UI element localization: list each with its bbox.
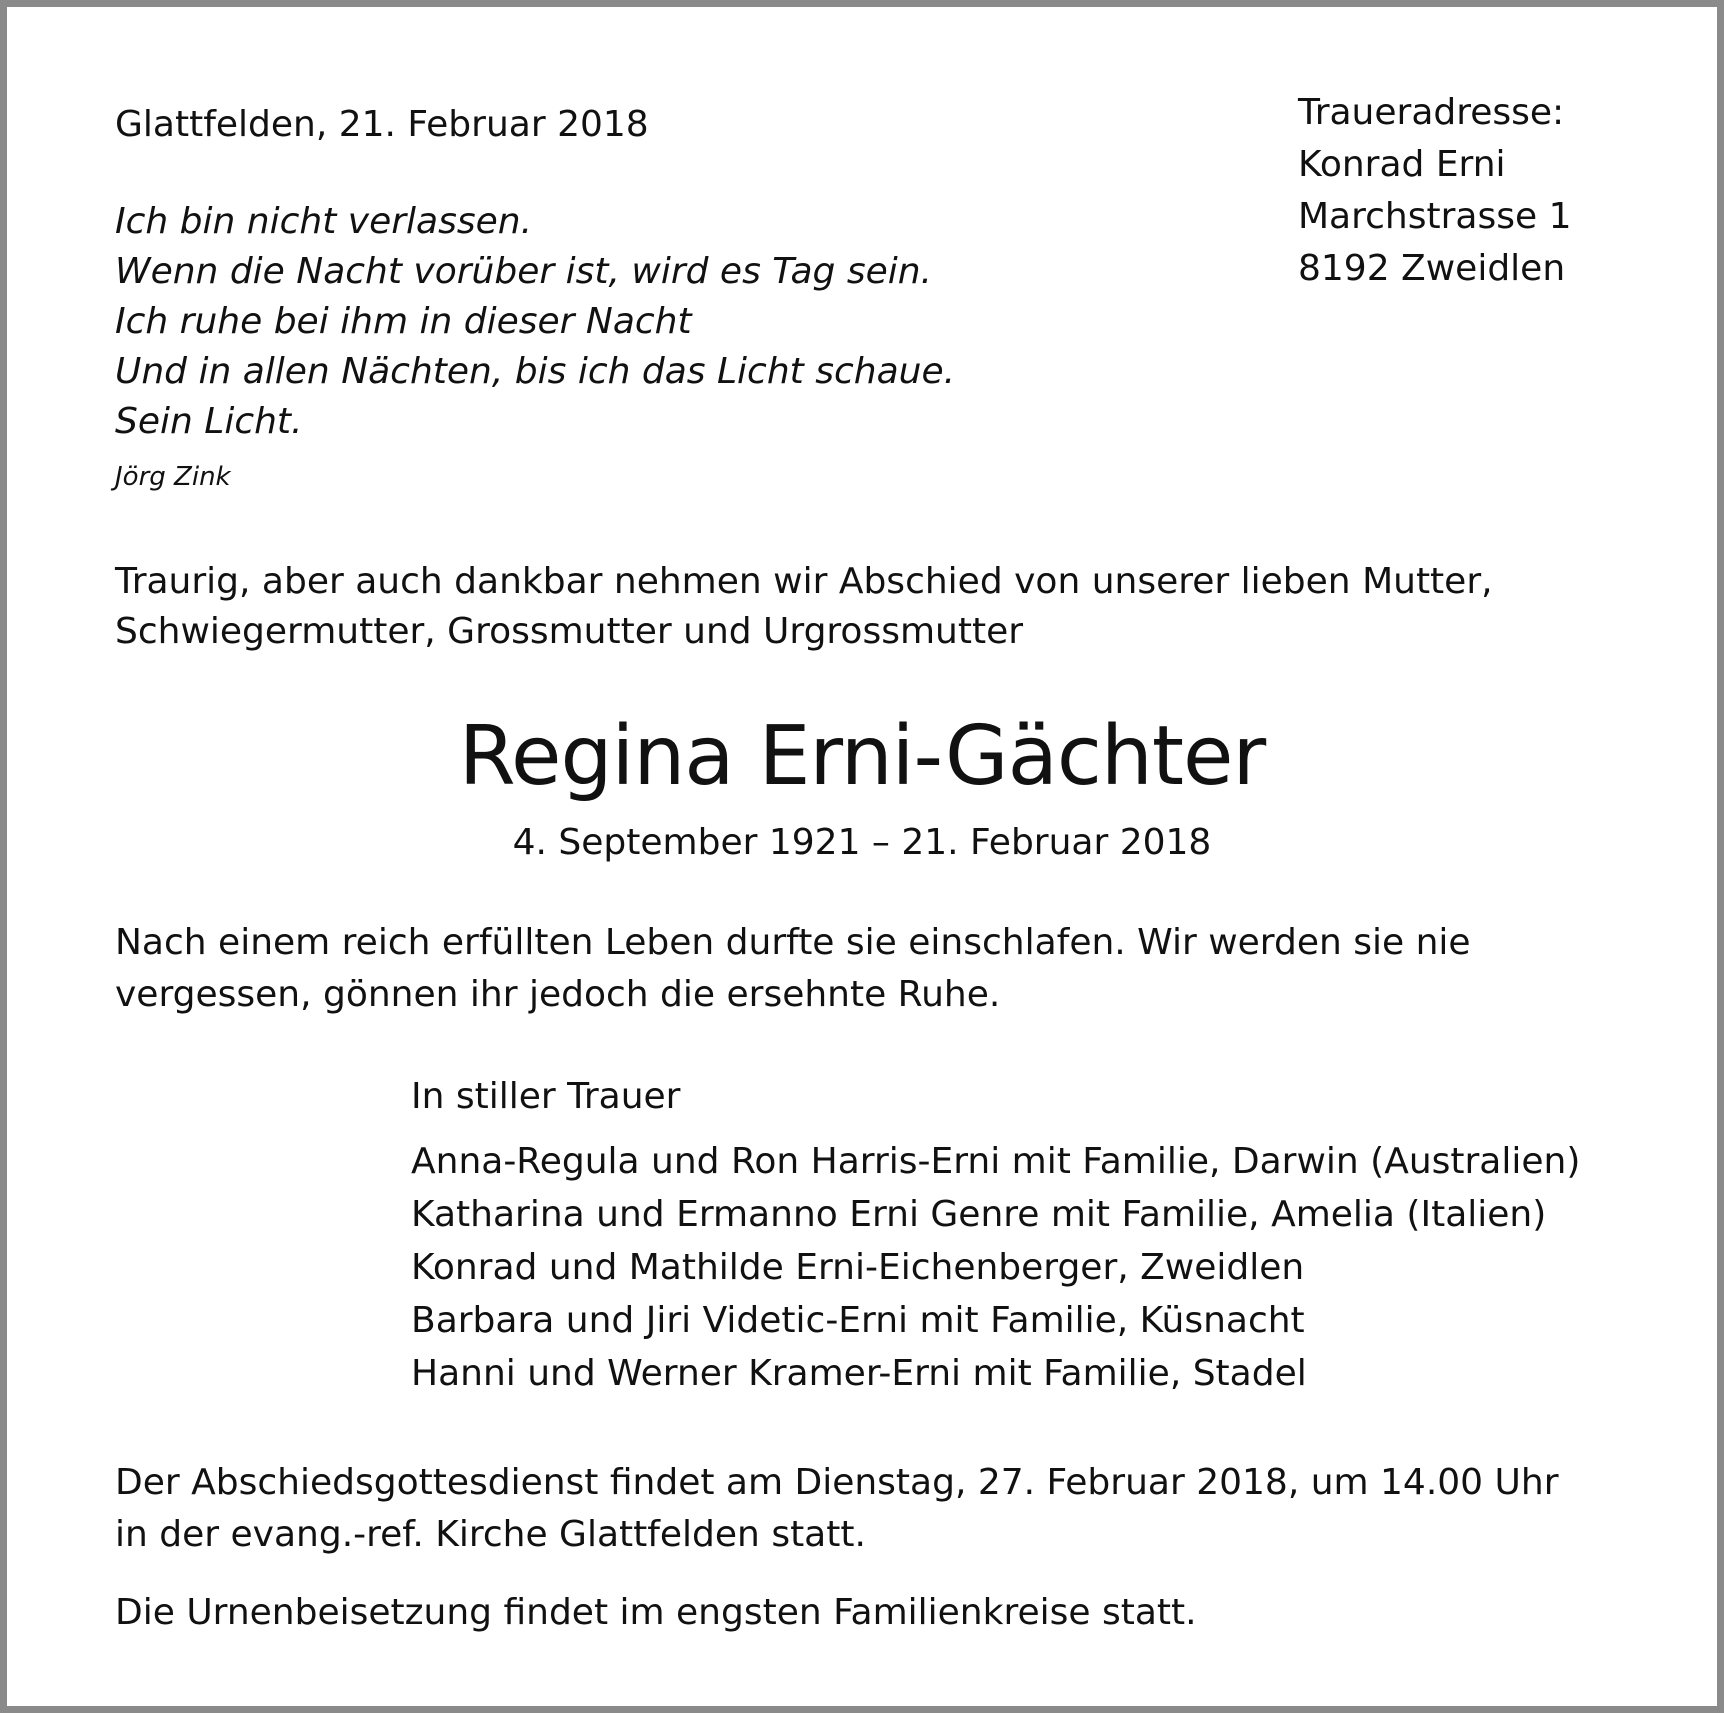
life-dates: 4. September 1921 – 21. Februar 2018 xyxy=(512,822,1212,863)
service-line: in der evang.-ref. Kirche Glattfelden statt. xyxy=(115,1514,866,1555)
mourners-list xyxy=(411,1135,1580,1400)
mourning-heading: In stiller Trauer xyxy=(411,1076,681,1117)
poem-line: Und in allen Nächten, bis ich das Licht schaue. xyxy=(115,351,956,392)
place-date: Glattfelden, 21. Februar 2018 xyxy=(115,104,649,145)
intro-line: Schwiegermutter, Grossmutter und Urgrossmutter xyxy=(115,611,1024,652)
intro-line: Traurig, aber auch dankbar nehmen wir Abschied von unserer lieben Mutter, xyxy=(115,561,1493,602)
address-city: 8192 Zweidlen xyxy=(1298,248,1566,289)
mourner-entry: Hanni und Werner Kramer-Erni mit Familie, Stadel xyxy=(411,1353,1307,1394)
poem xyxy=(115,197,955,447)
address-name: Konrad Erni xyxy=(1298,144,1506,185)
poem-line: Sein Licht. xyxy=(115,401,303,442)
mourner-entry: Barbara und Jiri Videtic-Erni mit Familie, Küsnacht xyxy=(411,1300,1305,1341)
service-info xyxy=(115,1457,1559,1561)
poem-line: Ich ruhe bei ihm in dieser Nacht xyxy=(115,301,692,342)
mourner-entry: Konrad und Mathilde Erni-Eichenberger, Zweidlen xyxy=(411,1247,1305,1288)
message-text xyxy=(115,917,1471,1021)
poem-author: Jörg Zink xyxy=(115,462,231,492)
message-line: vergessen, gönnen ihr jedoch die ersehnte Ruhe. xyxy=(115,974,1001,1015)
address-label: Traueradresse: xyxy=(1298,92,1565,133)
service-line: Der Abschiedsgottesdienst findet am Dienstag, 27. Februar 2018, um 14.00 Uhr xyxy=(115,1462,1559,1503)
deceased-name: Regina Erni-Gächter xyxy=(458,709,1266,804)
poem-line: Ich bin nicht verlassen. xyxy=(115,201,533,242)
mourner-entry: Anna-Regula und Ron Harris-Erni mit Familie, Darwin (Australien) xyxy=(411,1141,1581,1182)
mourner-entry: Katharina und Ermanno Erni Genre mit Familie, Amelia (Italien) xyxy=(411,1194,1547,1235)
intro-text xyxy=(115,557,1493,657)
poem-line: Wenn die Nacht vorüber ist, wird es Tag sein. xyxy=(115,251,932,292)
address-street: Marchstrasse 1 xyxy=(1298,196,1572,237)
mourning-address xyxy=(1298,87,1571,295)
message-line: Nach einem reich erfüllten Leben durfte sie einschlafen. Wir werden sie nie xyxy=(115,922,1471,963)
urn-burial-info: Die Urnenbeisetzung findet im engsten Familienkreise statt. xyxy=(115,1592,1197,1633)
